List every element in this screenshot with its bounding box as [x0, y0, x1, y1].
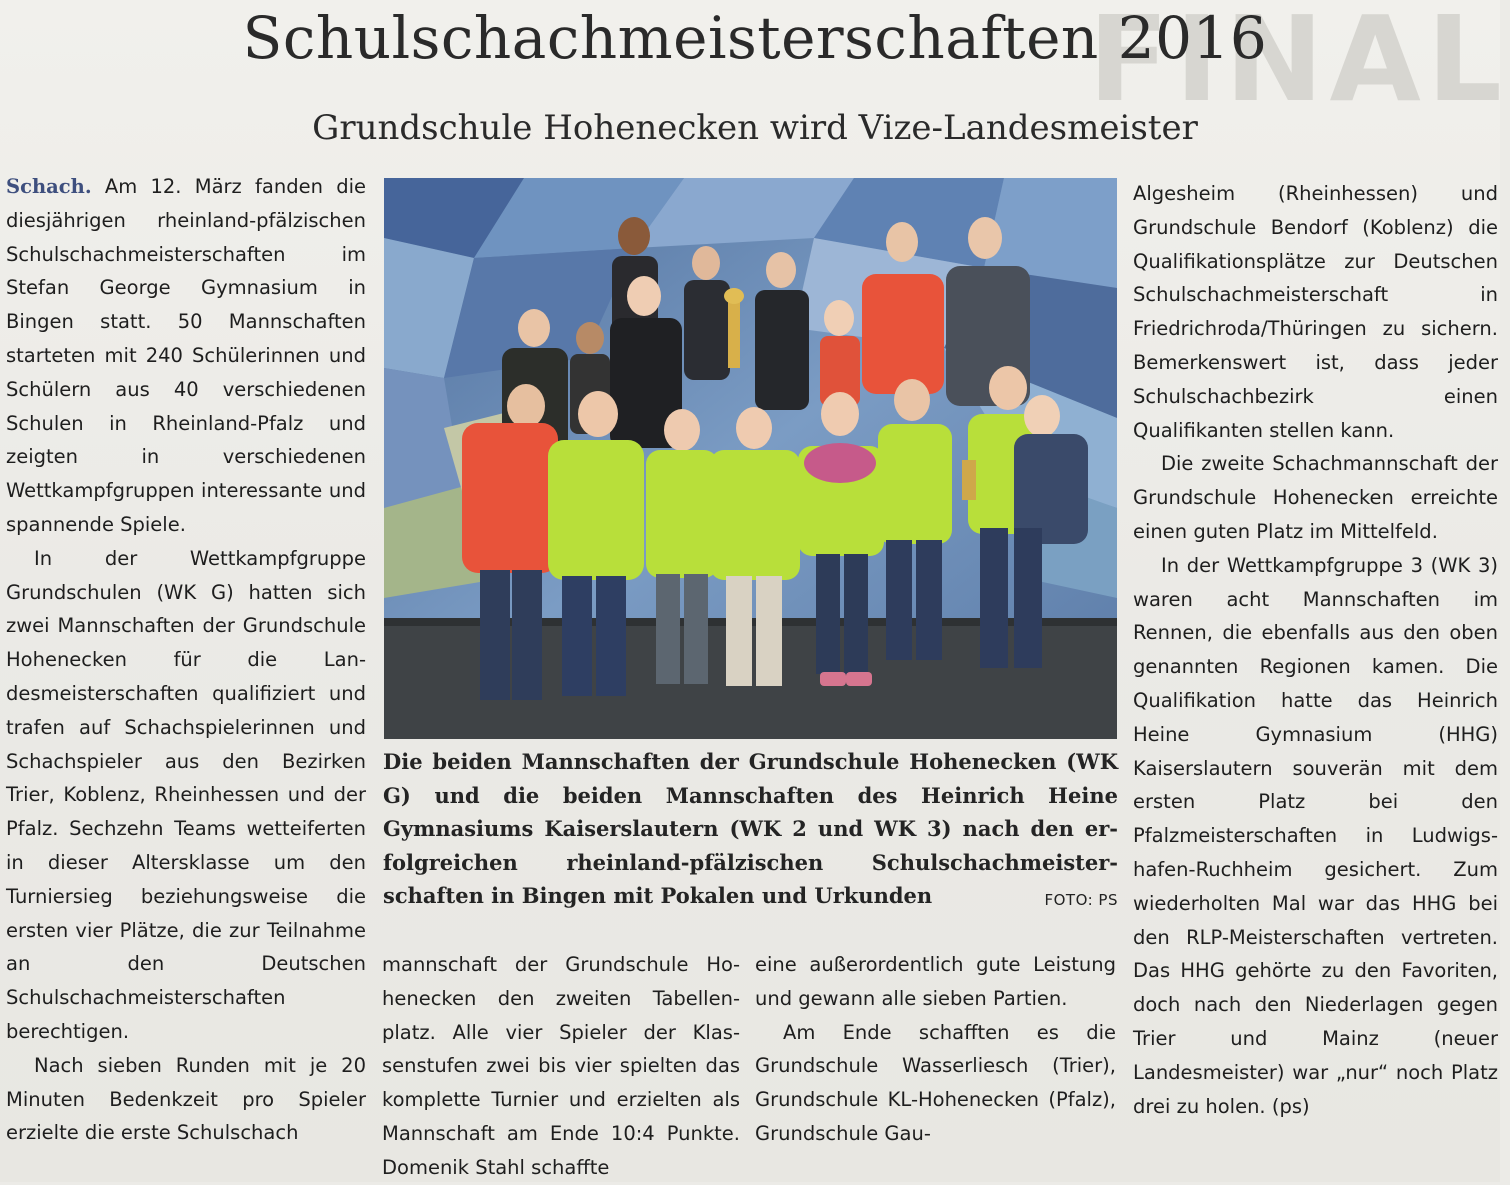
paragraph-first-team: mannschaft der Grundschule Hohenecken den zweiten Tabellenplatz. Alle vier Spieler der Klassenstufen zwei bis vier spielten das komplette Turnier und erzielten als Mannschaft am Ende 10:4 Punkte. Domenik Stahl schaffte: [382, 953, 740, 1179]
photo-caption-text: Die beiden Mannschaften der Grundschule Hohenecken (WK G) und die beiden Mannschaften des Heinrich Heine Gymnasiums Kaiserslautern (WK 2 und WK 3) nach den erfolgreichen rheinland-pfälzischen Schulschachmeisterschaften in Bingen mit Pokalen und Urkunden: [383, 749, 1118, 908]
paragraph-second-team: Die zweite Schachmannschaft der Grundschule Hohenecken erreichte einen guten Platz im Mittelfeld.: [1133, 452, 1498, 543]
article-column-2: [382, 948, 740, 1185]
paragraph-rounds: Nach sieben Runden mit je 20 Minuten Bedenkzeit pro Spieler erzielte die erste Schulschach: [6, 1053, 366, 1145]
article-subheadline: Grundschule Hohenecken wird Vize-Landesmeister: [312, 108, 1198, 148]
paragraph-qualifiers: Am Ende schafften es die Grundschule Wasserliesch (Trier), Grundschule KL-Hohenecken (Pfalz), Grundschule Gau-: [755, 1020, 1116, 1145]
paragraph-wk-g: In der Wettkampfgruppe Grundschulen (WK G) hatten sich zwei Mannschaften der Grundschule Hohenecken für die Landesmeisterschaften qualifiziert und trafen auf Schachspielerinnen und Schachspieler aus den Bezirken Trier, Koblenz, Rheinhessen und der Pfalz. Sechzehn Teams wetteiferten in dieser Altersklasse um den Turniersieg beziehungsweise die ersten vier Plätze, die zur Teilnahme an den Deutschen Schulschachmeisterschaften berechtigen.: [6, 546, 366, 1043]
photo-caption: [383, 745, 1118, 913]
paragraph-intro: [6, 170, 366, 542]
article-kicker: Schach.: [6, 175, 92, 198]
article-column-4: [1133, 177, 1498, 1123]
article-headline: Schulschachmeisterschaften 2016: [242, 4, 1268, 72]
bleed-through-masthead: FINAL: [1088, 0, 1508, 128]
article-column-1: [6, 170, 366, 1150]
article-column-3: [755, 948, 1116, 1151]
photo-credit: FOTO: PS: [1044, 891, 1118, 909]
paragraph-stahl: eine außerordentlich gute Leistung und gewann alle sieben Partien.: [755, 953, 1116, 1010]
paragraph-intro-text: Am 12. März fanden die diesjährigen rheinland-pfälzischen Schulschachmeisterschaften im Stefan George Gymnasium in Bingen statt. 50 Mannschaften starteten mit 240 Schülerinnen und Schülern aus 40 verschiedenen Schulen in Rheinland-Pfalz und zeigten in verschiedenen Wettkampfgruppen interessante und spannende Spiele.: [6, 175, 366, 536]
paragraph-wk-3: In der Wettkampfgruppe 3 (WK 3) waren acht Mannschaften im Rennen, die ebenfalls aus den oben genannten Regionen kamen. Die Qualifikation hatte das Heinrich Heine Gymnasium (HHG) Kaiserslautern souverän mit dem ersten Platz bei den Pfalzmeisterschaften in Ludwigshafen-Ruchheim gesichert. Zum wiederholten Mal war das HHG bei den RLP-Meisterschaften vertreten. Das HHG gehörte zu den Favoriten, doch nach den Niederlagen gegen Trier und Mainz (neuer Landesmeister) war „nur“ noch Platz drei zu holen. (ps): [1133, 553, 1498, 1118]
team-photo: [384, 178, 1117, 739]
paragraph-qualification: Algesheim (Rheinhessen) und Grundschule Bendorf (Koblenz) die Qualifikationsplätze zur Deutschen Schulschachmeisterschaft in Friedrichroda/Thüringen zu sichern. Bemerkenswert ist, dass jeder Schulschachbezirk einen Qualifikanten stellen kann.: [1133, 182, 1498, 442]
